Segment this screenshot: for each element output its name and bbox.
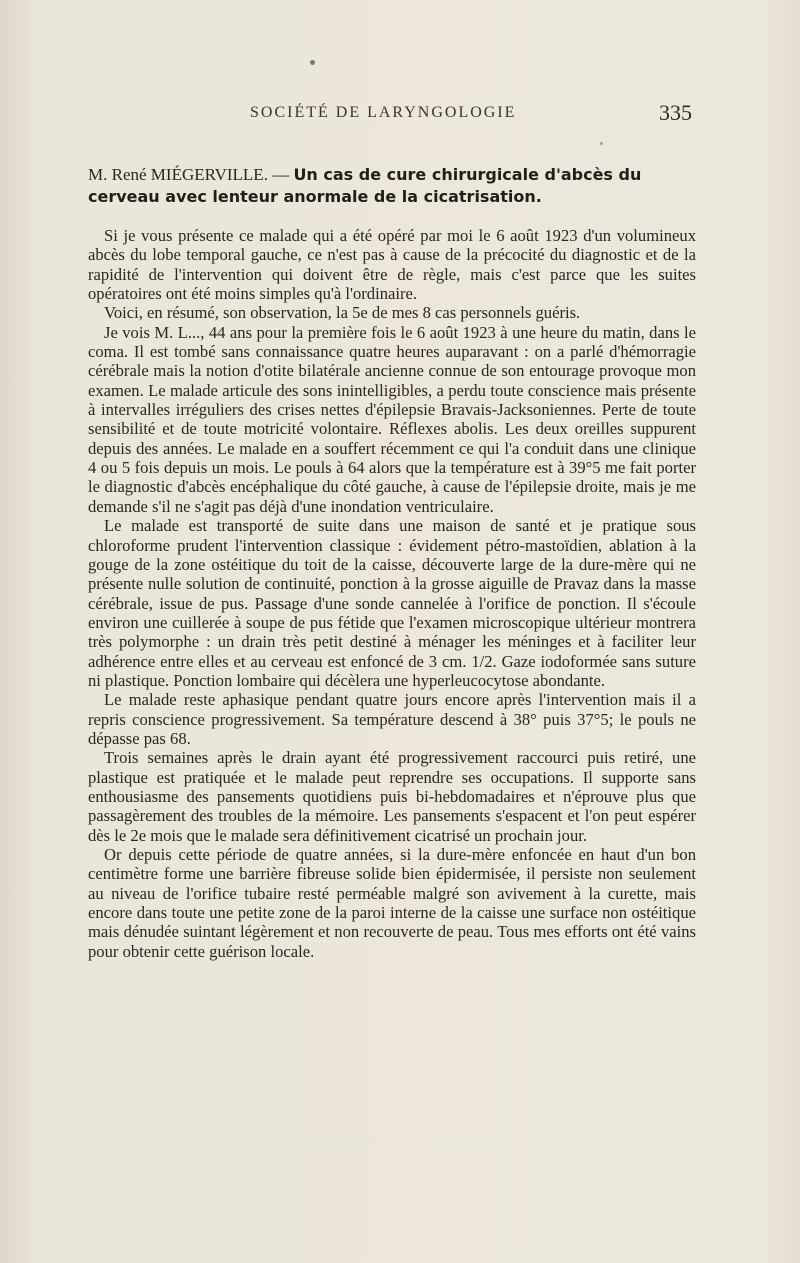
paragraph: Voici, en résumé, son observation, la 5e de mes 8 cas personnels guéris. [104,303,581,323]
paragraph: Le malade est transporté de suite dans une maison de santé et je pratique sous chloroforme prudent l'intervention classique : évidement pétro-mastoïdien, ablation à la gouge de la zone ostéitique du toit de la caisse, découverte large de la dure-mère qui ne présente nulle solution de continuité, ponction à la grosse aiguille de Pravaz dans la masse cérébrale, issue de pus. Passage d'une sonde cannelée à l'orifice de ponction. Il s'écoule environ une cuillerée à soupe de pus fétide que l'examen microscopique ultérieur montrera très polymorphe : un drain très petit destiné à ménager les méninges et à faciliter leur adhérence entre elles et au cerveau est enfoncé de 3 cm. 1/2. Gaze iodoformée sans suture ni plastique. Ponction lombaire qui décèlera une hyperleucocytose abondante. [88,516,696,690]
ink-speck [600,142,603,145]
page-header [88,100,692,130]
paragraph: Trois semaines après le drain ayant été progressivement raccourci puis retiré, une plastique est pratiquée et le malade peut reprendre ses occupations. Il supporte sans enthousiasme des pansements quotidiens puis bi-hebdomadaires et n'éprouve plus que passagèrement des troubles de la mémoire. Les pansements s'espacent et l'on peut espérer dès le 2e mois que le malade sera définitivement cicatrisé un prochain jour. [88,748,696,845]
author-surname: MIÉGERVILLE [150,165,264,184]
article-heading [88,164,696,208]
article-body [88,226,696,961]
article-title: Un cas de cure chirurgicale d'abcès du cerveau avec lenteur anormale de la cicatrisation. [88,165,642,206]
author-prefix: M. René [88,165,151,184]
paragraph: Or depuis cette période de quatre années, si la dure-mère enfoncée en haut d'un bon centimètre forme une barrière fibreuse solide bien épidermisée, il persiste non seulement au niveau de l'orifice tubaire resté perméable malgré son avivement à la curette, mais encore dans toute une petite zone de la paroi interne de la caisse une surface non ostéitique mais dénudée suintant légèrement et non recouverte de peau. Tous mes efforts ont été vains pour obtenir cette guérison locale. [88,845,696,961]
ink-speck [310,60,315,65]
page-number: 335 [659,100,692,125]
running-head: SOCIÉTÉ DE LARYNGOLOGIE [250,104,517,121]
paragraph: Le malade reste aphasique pendant quatre jours encore après l'intervention mais il a repris conscience progressivement. Sa température descend à 38° puis 37°5; le pouls ne dépasse pas 68. [88,690,696,748]
paragraph: Je vois M. L..., 44 ans pour la première fois le 6 août 1923 à une heure du matin, dans le coma. Il est tombé sans connaissance quatre heures auparavant : on a parlé d'hémorragie cérébrale mais la notion d'otite bilatérale ancienne connue de son entourage provoque mon examen. Le malade articule des sons inintelligibles, a perdu toute conscience mais présente à intervalles irréguliers des crises nettes d'épilepsie Bravais-Jacksoniennes. Perte de toute sensibilité et de toute motricité volontaire. Réflexes abolis. Les deux oreilles suppurent depuis des années. Le malade en a souffert récemment ce qui l'a conduit dans une clinique 4 ou 5 fois depuis un mois. Le pouls à 64 alors que la température est à 39°5 me fait porter le diagnostic d'abcès encéphalique du côté gauche, à cause de l'épilepsie droite, mais je me demande s'il ne s'agit pas déjà d'une inondation ventriculaire. [88,322,696,516]
paragraph: Si je vous présente ce malade qui a été opéré par moi le 6 août 1923 d'un volumineux abcès du lobe temporal gauche, ce n'est pas à cause de la précocité du diagnostic et de la rapidité de l'intervention qui doivent être de règle, mais c'est parce que les suites opératoires ont été moins simples qu'à l'ordinaire. [88,226,696,304]
author-suffix: . — [263,165,294,184]
